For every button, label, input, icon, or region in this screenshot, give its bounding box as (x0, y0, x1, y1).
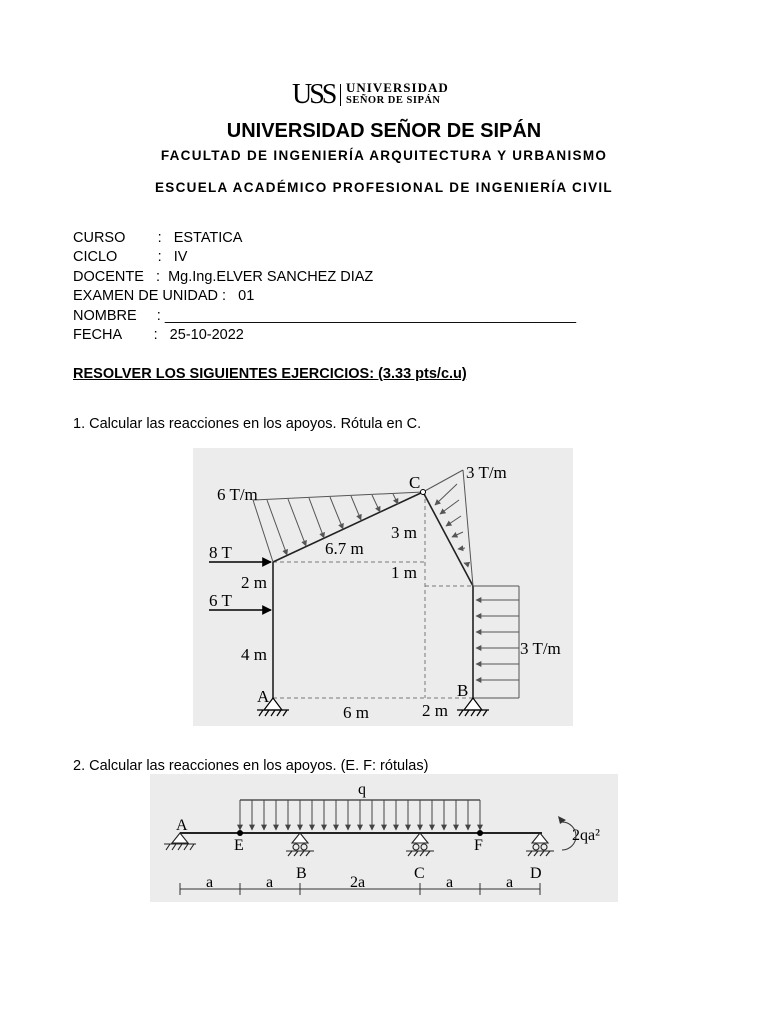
fig2-dim-1: a (206, 874, 214, 891)
fig1-label-dim-2m-bottom: 2 m (422, 701, 448, 720)
fig1-label-load-col: 3 T/m (520, 639, 561, 658)
fig2-dim-3: 2a (350, 874, 366, 891)
fig2-dim-5: a (506, 874, 514, 891)
info-ciclo: CICLO : IV (73, 249, 188, 265)
logo-mark: USS (292, 79, 335, 110)
problem2-figure (150, 774, 618, 902)
info-examen: EXAMEN DE UNIDAD : 01 (73, 288, 255, 304)
fig2-label-node-f: F (474, 837, 483, 854)
fig1-label-force-6: 6 T (209, 591, 232, 610)
fig1-label-load-left: 6 T/m (217, 485, 258, 504)
info-curso: CURSO : ESTATICA (73, 230, 243, 246)
fig2-label-node-c: C (414, 865, 425, 882)
logo-line1: UNIVERSIDAD (346, 80, 449, 95)
fig1-label-dim-2m-left: 2 m (241, 573, 267, 592)
fig1-label-load-right: 3 T/m (466, 463, 507, 482)
fig2-label-node-d: D (530, 865, 542, 882)
fig1-label-node-a: A (257, 687, 270, 706)
info-fecha: FECHA : 25-10-2022 (73, 327, 244, 343)
fig1-label-dim-3m: 3 m (391, 523, 417, 542)
fig1-label-node-b: B (457, 681, 469, 700)
instruction-heading: RESOLVER LOS SIGUIENTES EJERCICIOS: (3.33 pts/c.u) (73, 366, 467, 382)
fig2-dim-2: a (266, 874, 274, 891)
fig1-label-dim-4m: 4 m (241, 645, 267, 664)
problem1-figure (193, 448, 573, 726)
info-docente: DOCENTE : Mg.Ing.ELVER SANCHEZ DIAZ (73, 269, 374, 285)
logo-divider (340, 84, 341, 106)
fig2-label-node-b: B (296, 865, 307, 882)
problem1-text: 1. Calcular las reacciones en los apoyos. Rótula en C. (73, 416, 422, 432)
problem2-text: 2. Calcular las reacciones en los apoyos. (E. F: rótulas) (73, 758, 429, 774)
university-title: UNIVERSIDAD SEÑOR DE SIPÁN (226, 120, 542, 142)
faculty-title: FACULTAD DE INGENIERÍA ARQUITECTURA Y URBANISMO (160, 148, 608, 163)
info-nombre: NOMBRE : ___________________________________________________ (73, 308, 577, 324)
fig1-label-dim-6m: 6 m (343, 703, 369, 722)
fig2-dim-4: a (446, 874, 454, 891)
fig2-label-moment: 2qa² (572, 827, 600, 844)
fig2-label-node-e: E (234, 837, 244, 854)
university-logo (292, 80, 472, 110)
fig1-label-force-8: 8 T (209, 543, 232, 562)
logo-line2: SEÑOR DE SIPÁN (346, 95, 441, 106)
fig1-label-node-c: C (409, 473, 421, 492)
fig2-label-q: q (358, 781, 366, 798)
fig2-label-node-a: A (176, 817, 188, 834)
fig1-label-dim-1m: 1 m (391, 563, 417, 582)
school-title: ESCUELA ACADÉMICO PROFESIONAL DE INGENIERÍA CIVIL (155, 180, 613, 195)
fig1-label-len-67: 6.7 m (325, 539, 364, 558)
